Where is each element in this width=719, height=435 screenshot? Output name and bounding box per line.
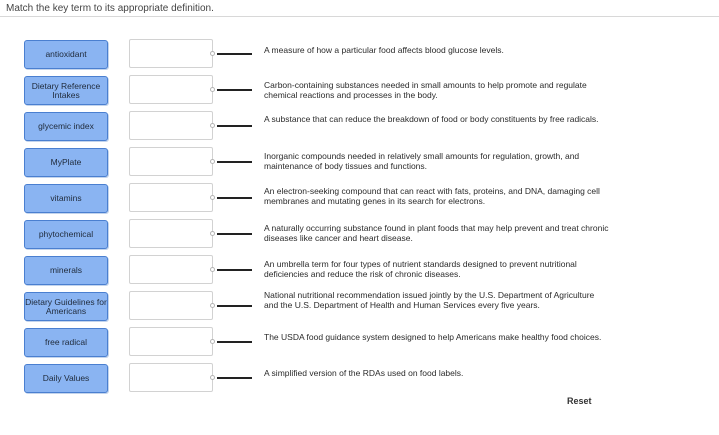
connector-line bbox=[217, 233, 252, 235]
connector-line bbox=[217, 89, 252, 91]
drop-target[interactable] bbox=[129, 111, 213, 140]
connector-line bbox=[217, 53, 252, 55]
drop-target[interactable] bbox=[129, 363, 213, 392]
definition-text: Inorganic compounds needed in relatively small amounts for regulation, growth, and maintenance of body tissues and functions. bbox=[264, 151, 580, 171]
connector-dot bbox=[210, 339, 215, 344]
definition-text: Carbon-containing substances needed in small amounts to help promote and regulate chemical reactions and processes in the body. bbox=[264, 80, 587, 100]
reset-button[interactable]: Reset bbox=[567, 396, 592, 406]
definition-text: The USDA food guidance system designed to help Americans make healthy food choices. bbox=[264, 332, 602, 342]
connector-line bbox=[217, 197, 252, 199]
instruction-text: Match the key term to its appropriate definition. bbox=[6, 3, 214, 14]
drop-target[interactable] bbox=[129, 39, 213, 68]
definition-text: A simplified version of the RDAs used on food labels. bbox=[264, 368, 464, 378]
drop-target[interactable] bbox=[129, 291, 213, 320]
term-daily-values[interactable]: Daily Values bbox=[24, 364, 108, 393]
connector-line bbox=[217, 269, 252, 271]
term-dietary-guidelines-for-americans[interactable]: Dietary Guidelines for Americans bbox=[24, 292, 108, 321]
connector-dot bbox=[210, 51, 215, 56]
definition-text: An electron-seeking compound that can react with fats, proteins, and DNA, damaging cell membranes and mutating genes in its search for electrons. bbox=[264, 186, 600, 206]
definition-text: A naturally occurring substance found in plant foods that may help prevent and treat chronic diseases like cancer and heart disease. bbox=[264, 223, 609, 243]
connector-line bbox=[217, 377, 252, 379]
connector-dot bbox=[210, 195, 215, 200]
connector-dot bbox=[210, 123, 215, 128]
definition-text: National nutritional recommendation issued jointly by the U.S. Department of Agriculture and the U.S. Department of Health and Human Services every five years. bbox=[264, 290, 595, 310]
connector-line bbox=[217, 161, 252, 163]
term-minerals[interactable]: minerals bbox=[24, 256, 108, 285]
definition-text: An umbrella term for four types of nutrient standards designed to prevent nutritional deficiencies and reduce the risk of chronic diseases. bbox=[264, 259, 577, 279]
header-divider bbox=[0, 16, 719, 17]
connector-line bbox=[217, 305, 252, 307]
drop-target[interactable] bbox=[129, 255, 213, 284]
term-glycemic-index[interactable]: glycemic index bbox=[24, 112, 108, 141]
definition-text: A measure of how a particular food affects blood glucose levels. bbox=[264, 45, 504, 55]
term-dietary-reference-intakes[interactable]: Dietary Reference Intakes bbox=[24, 76, 108, 105]
connector-dot bbox=[210, 375, 215, 380]
drop-target[interactable] bbox=[129, 327, 213, 356]
term-vitamins[interactable]: vitamins bbox=[24, 184, 108, 213]
drop-target[interactable] bbox=[129, 75, 213, 104]
connector-dot bbox=[210, 87, 215, 92]
term-phytochemical[interactable]: phytochemical bbox=[24, 220, 108, 249]
term-antioxidant[interactable]: antioxidant bbox=[24, 40, 108, 69]
connector-dot bbox=[210, 267, 215, 272]
term-myplate[interactable]: MyPlate bbox=[24, 148, 108, 177]
connector-dot bbox=[210, 159, 215, 164]
drop-target[interactable] bbox=[129, 219, 213, 248]
drop-target[interactable] bbox=[129, 147, 213, 176]
connector-line bbox=[217, 341, 252, 343]
connector-dot bbox=[210, 303, 215, 308]
connector-dot bbox=[210, 231, 215, 236]
connector-line bbox=[217, 125, 252, 127]
drop-target[interactable] bbox=[129, 183, 213, 212]
definition-text: A substance that can reduce the breakdown of food or body constituents by free radicals. bbox=[264, 114, 599, 124]
term-free-radical[interactable]: free radical bbox=[24, 328, 108, 357]
